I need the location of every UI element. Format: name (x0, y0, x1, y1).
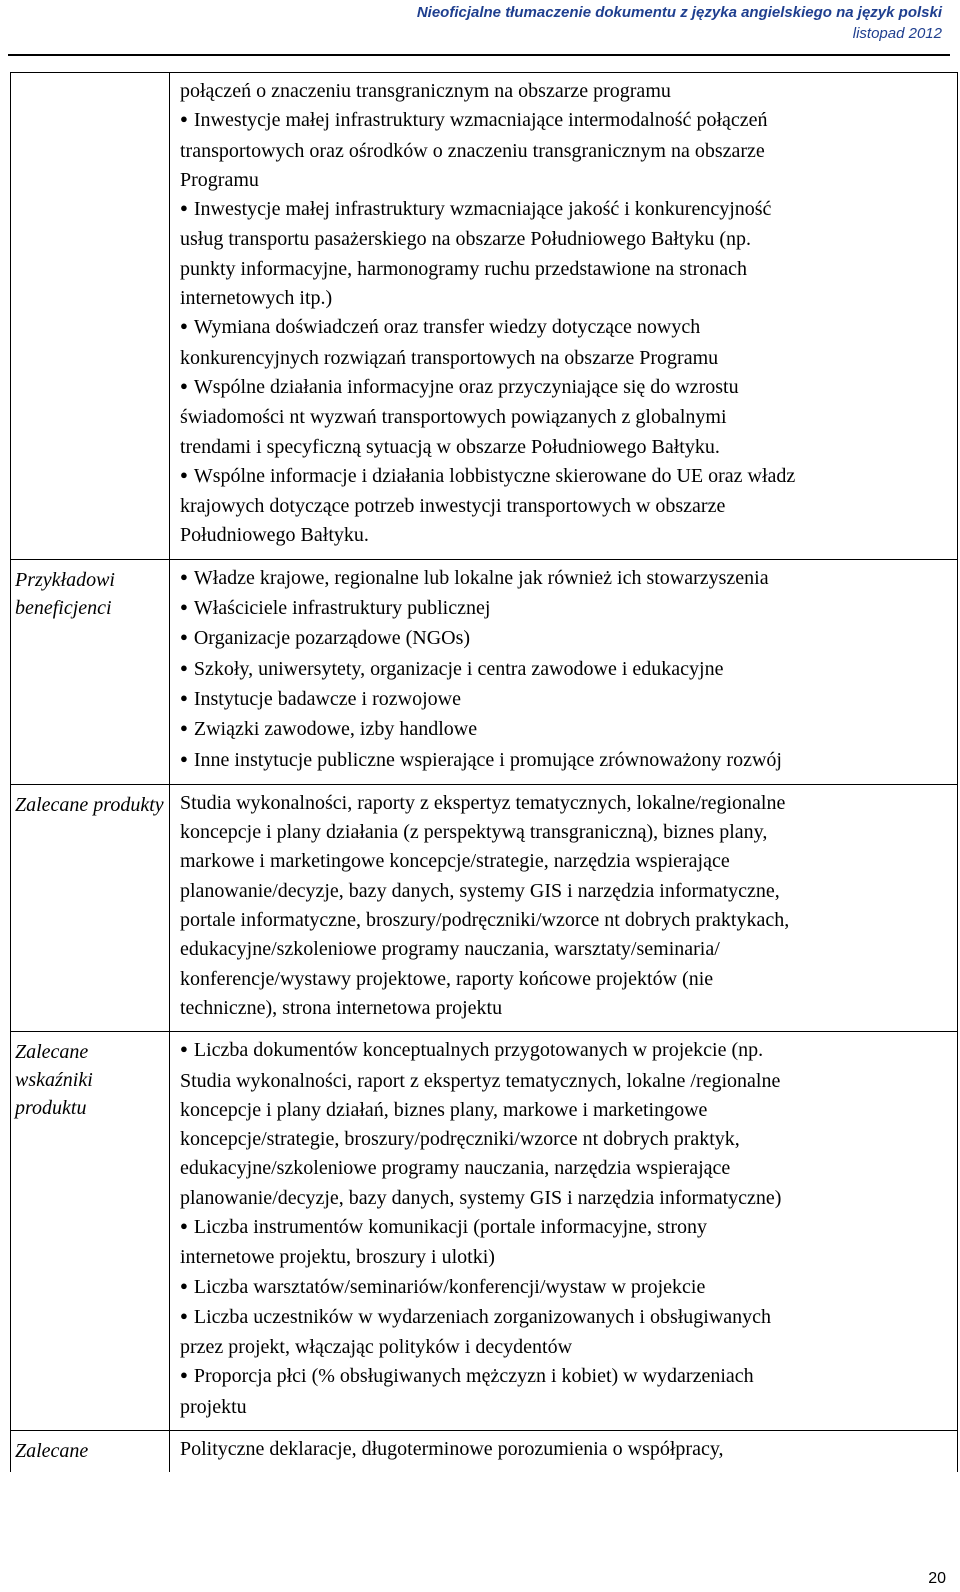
bullet-item: ● Wspólne informacje i działania lobbistyczne skierowane do UE oraz władz (180, 462, 951, 492)
bullet-item: ● Proporcja płci (% obsługiwanych mężczyzn i kobiet) w wydarzeniach (180, 1362, 951, 1392)
bullet-item: ● Liczba uczestników w wydarzeniach zorganizowanych i obsługiwanych (180, 1303, 951, 1333)
text-line: Studia wykonalności, raporty z ekspertyz tematycznych, lokalne/regionalne (180, 791, 786, 814)
text-line: koncepcje i plany działania (z perspektywą transgraniczną), biznes plany, (180, 821, 768, 844)
text-line: internetowych itp.) (180, 287, 333, 310)
bullet-item: ● Organizacje pozarządowe (NGOs) (180, 624, 951, 654)
row-label: Zalecane produkty (11, 784, 170, 1031)
program-table (10, 72, 958, 1472)
row-label: Przykładowi beneficjenci (11, 559, 170, 784)
text-line: planowanie/decyzje, bazy danych, systemy GIS i narzędzia informatyczne, (180, 879, 780, 902)
row-label: Zalecane (11, 1431, 170, 1473)
page-header (417, 2, 942, 44)
bullet-item: ● Wymiana doświadczeń oraz transfer wiedzy dotyczące nowych (180, 313, 951, 343)
bullet-item: ● Inwestycje małej infrastruktury wzmacniające intermodalność połączeń (180, 106, 951, 136)
text-line: portale informatyczne, broszury/podręczniki/wzorce nt dobrych praktykach, (180, 909, 790, 932)
text-line: Studia wykonalności, raport z ekspertyz tematycznych, lokalne /regionalne (180, 1069, 781, 1092)
bullet-item: ● Inwestycje małej infrastruktury wzmacniające jakość i konkurencyjność (180, 195, 951, 225)
page-number: 20 (928, 1570, 946, 1587)
table-row (11, 73, 958, 560)
text-line: koncepcje/strategie, broszury/podręczniki/wzorce nt dobrych praktyk, (180, 1128, 740, 1151)
text-line: planowanie/decyzje, bazy danych, systemy GIS i narzędzia informatyczne) (180, 1186, 782, 1209)
bullet-item: ● Związki zawodowe, izby handlowe (180, 715, 951, 745)
text-line: konferencje/wystawy projektowe, raporty końcowe projektów (nie (180, 967, 714, 990)
row-label: Zalecane wskaźniki produktu (11, 1032, 170, 1431)
table-row (11, 784, 958, 1031)
row-label (11, 73, 170, 560)
text-line: internetowe projektu, broszury i ulotki) (180, 1246, 495, 1269)
bullet-item: ● Szkoły, uniwersytety, organizacje i centra zawodowe i edukacyjne (180, 655, 951, 685)
table-row (11, 1032, 958, 1431)
bullet-item: ● Wspólne działania informacyjne oraz przyczyniające się do wzrostu (180, 373, 951, 403)
text-line: koncepcje i plany działań, biznes plany, markowe i marketingowe (180, 1098, 708, 1121)
row-content (170, 559, 958, 784)
table-row (11, 559, 958, 784)
row-content (170, 784, 958, 1031)
text-line: techniczne), strona internetowa projektu (180, 996, 503, 1019)
text-line: transportowych oraz ośrodków o znaczeniu transgranicznym na obszarze (180, 139, 765, 162)
text-line: Programu (180, 168, 259, 191)
row-content (170, 1431, 958, 1473)
bullet-item: ● Właściciele infrastruktury publicznej (180, 594, 951, 624)
text-line: markowe i marketingowe koncepcje/strategie, narzędzia wspierające (180, 850, 730, 873)
bullet-item: ● Liczba dokumentów konceptualnych przygotowanych w projekcie (np. (180, 1036, 951, 1066)
row-content (170, 73, 958, 560)
text-line: punkty informacyjne, harmonogramy ruchu przedstawione na stronach (180, 257, 748, 280)
text-line: konkurencyjnych rozwiązań transportowych na obszarze Programu (180, 346, 719, 369)
row-content (170, 1032, 958, 1431)
header-title: Nieoficjalne tłumaczenie dokumentu z języka angielskiego na język polski (416, 4, 942, 21)
text-line: usług transportu pasażerskiego na obszarze Południowego Bałtyku (np. (180, 228, 751, 251)
bullet-item: ● Liczba warsztatów/seminariów/konferencji/wystaw w projekcie (180, 1273, 951, 1303)
text-line: edukacyjne/szkoleniowe programy nauczania, narzędzia wspierające (180, 1157, 731, 1180)
header-date: listopad 2012 (852, 25, 942, 42)
table-row (11, 1431, 958, 1473)
text-line: krajowych dotyczące potrzeb inwestycji transportowych w obszarze (180, 495, 726, 518)
header-rule (8, 54, 950, 56)
text-line: połączeń o znaczeniu transgranicznym na obszarze programu (180, 80, 671, 102)
text-line: Polityczne deklaracje, długoterminowe porozumienia o współpracy, (180, 1438, 724, 1461)
text-line: świadomości nt wyzwań transportowych powiązanych z globalnymi (180, 406, 727, 429)
text-line: trendami i specyficzną sytuacją w obszarze Południowego Bałtyku. (180, 435, 720, 458)
text-line: Południowego Bałtyku. (180, 524, 369, 547)
bullet-item: ● Instytucje badawcze i rozwojowe (180, 685, 951, 715)
bullet-item: ● Władze krajowe, regionalne lub lokalne jak również ich stowarzyszenia (180, 564, 951, 594)
text-line: przez projekt, włączając polityków i decydentów (180, 1336, 573, 1359)
text-line: projektu (180, 1395, 247, 1418)
text-line: edukacyjne/szkoleniowe programy nauczania, warsztaty/seminaria/ (180, 938, 720, 961)
bullet-item: ● Inne instytucje publiczne wspierające i promujące zrównoważony rozwój (180, 746, 951, 776)
bullet-item: ● Liczba instrumentów komunikacji (portale informacyjne, strony (180, 1213, 951, 1243)
